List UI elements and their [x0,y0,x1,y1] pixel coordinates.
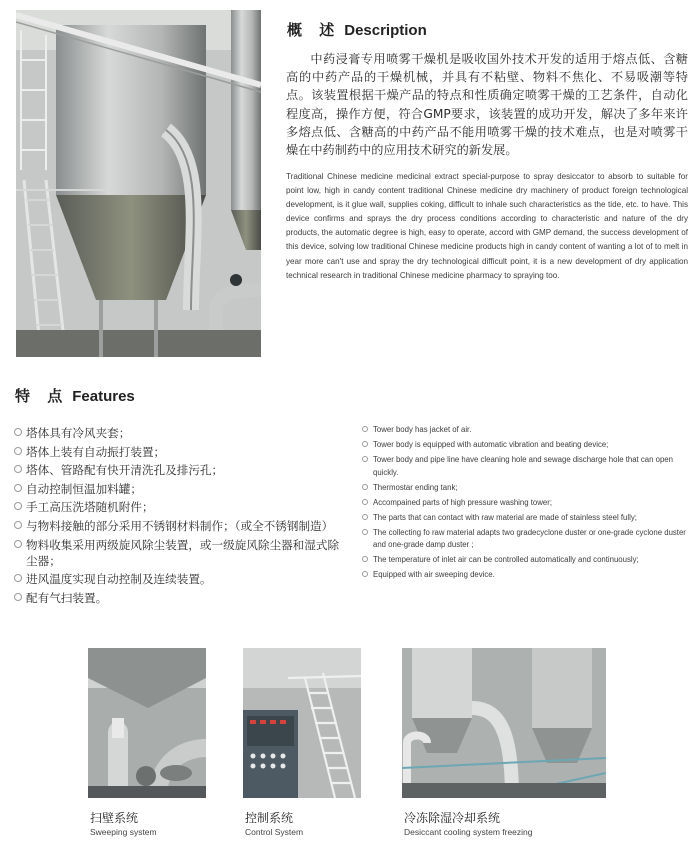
feature-item-en: Tower body and pipe line have cleaning hole and sewage discharge hole that can open quickly. [362,454,690,479]
caption-control-system: 控制系统 Control System [245,811,304,837]
feature-item-cn: 手工高压洗塔随机附件； [14,499,344,515]
bullet-icon [362,484,368,490]
bullet-icon [362,441,368,447]
bullet-icon [362,514,368,520]
feature-item-en: Tower body is equipped with automatic vibration and beating device; [362,439,690,452]
feature-item-en: Equipped with air sweeping device. [362,569,690,582]
bullet-icon [362,529,368,535]
features-heading-cn: 特 点 [15,387,69,405]
bullet-icon [14,447,22,455]
spray-dryer-photo [16,10,261,357]
bullet-icon [14,574,22,582]
feature-item-en: Accompained parts of high pressure washing tower; [362,497,690,510]
bullet-icon [362,499,368,505]
bullet-icon [14,428,22,436]
bullet-icon [14,465,22,473]
feature-item-cn: 进风温度实现自动控制及连续装置。 [14,571,344,587]
control-system-photo [243,648,361,798]
feature-item-cn: 物料收集采用两级旋风除尘装置，或一级旋风除尘器和湿式除尘器； [14,537,344,569]
feature-item-cn: 与物料接触的部分采用不锈钢材料制作；（或全不锈钢制造） [14,518,344,534]
bullet-icon [14,502,22,510]
sweeping-system-photo [88,648,206,798]
description-paragraph-cn: 中药浸膏专用喷雾干燥机是吸收国外技术开发的适用于熔点低、含糖高的中药产品的干燥机械，并具有不粘壁、物料不焦化、不易吸潮等特点。该装置根据干燥产品的特点和性质确定喷雾干燥的工艺条件，自动化程度高，操作方便，符合GMP要求，该装置的成功开发，解决了多年来许多熔点低、含糖高的中药产品不能用喷雾干燥的技术难点，也是对喷雾干燥在中药制药中的应用技术研究的新发展。 [286,52,688,158]
bullet-icon [14,540,22,548]
features-list-en [362,424,690,584]
feature-item-cn: 塔体上装有自动振打装置； [14,444,344,460]
feature-item-en: The parts that can contact with raw material are made of stainless steel fully; [362,512,690,525]
bullet-icon [362,456,368,462]
feature-item-cn: 配有气扫装置。 [14,590,344,606]
description-paragraph-en: Traditional Chinese medicine medicinal extract special-purpose to spray desiccator to absorb to suitable for point low, high in candy content traditional Chinese medicine dry machinery of product foreign technological development, is it glue wall, supplies coking, difficult to inhale such characteristics as the tide, etc. to have. This device confirms and sprays the dry process conditions according to characteristic and nature of the dry products, the automatic degree is high, easy to operate, accord with GMP demand, the success development of this device, solving low traditional Chinese medicine products high in candy content of wanting a lot of to melt in year more can't use and spray the dry technological difficult point, it is a new development of dry application technical research in traditional Chinese medicine pharmacy to spraying too. [286,172,688,280]
caption-desiccant-cooling-system: 冷冻除湿冷却系统 Desiccant cooling system freezing [404,811,533,837]
feature-item-en: The temperature of inlet air can be controlled automatically and continuously; [362,554,690,567]
description-heading-en: Description [344,22,427,39]
feature-item-en: The collecting fo raw material adapts two gradecyclone duster or one-grade cyclone duster and one-grade damp duster ; [362,527,690,552]
features-heading-en: Features [72,388,135,405]
feature-item-cn: 塔体具有冷风夹套； [14,425,344,441]
feature-item-cn: 自动控制恒温加料罐； [14,481,344,497]
caption-sweeping-system: 扫壁系统 Sweeping system [90,811,157,837]
description-heading-cn: 概 述 [287,21,341,39]
bullet-icon [14,484,22,492]
bullet-icon [362,571,368,577]
description-heading [287,19,427,40]
feature-item-cn: 塔体、管路配有快开清洗孔及排污孔； [14,462,344,478]
bullet-icon [14,593,22,601]
feature-item-en: Thermostar ending tank; [362,482,690,495]
feature-item-en: Tower body has jacket of air. [362,424,690,437]
desiccant-cooling-system-photo [402,648,606,798]
bullet-icon [362,556,368,562]
features-list-cn [14,425,344,608]
bullet-icon [14,521,22,529]
bullet-icon [362,426,368,432]
features-heading [15,385,135,406]
